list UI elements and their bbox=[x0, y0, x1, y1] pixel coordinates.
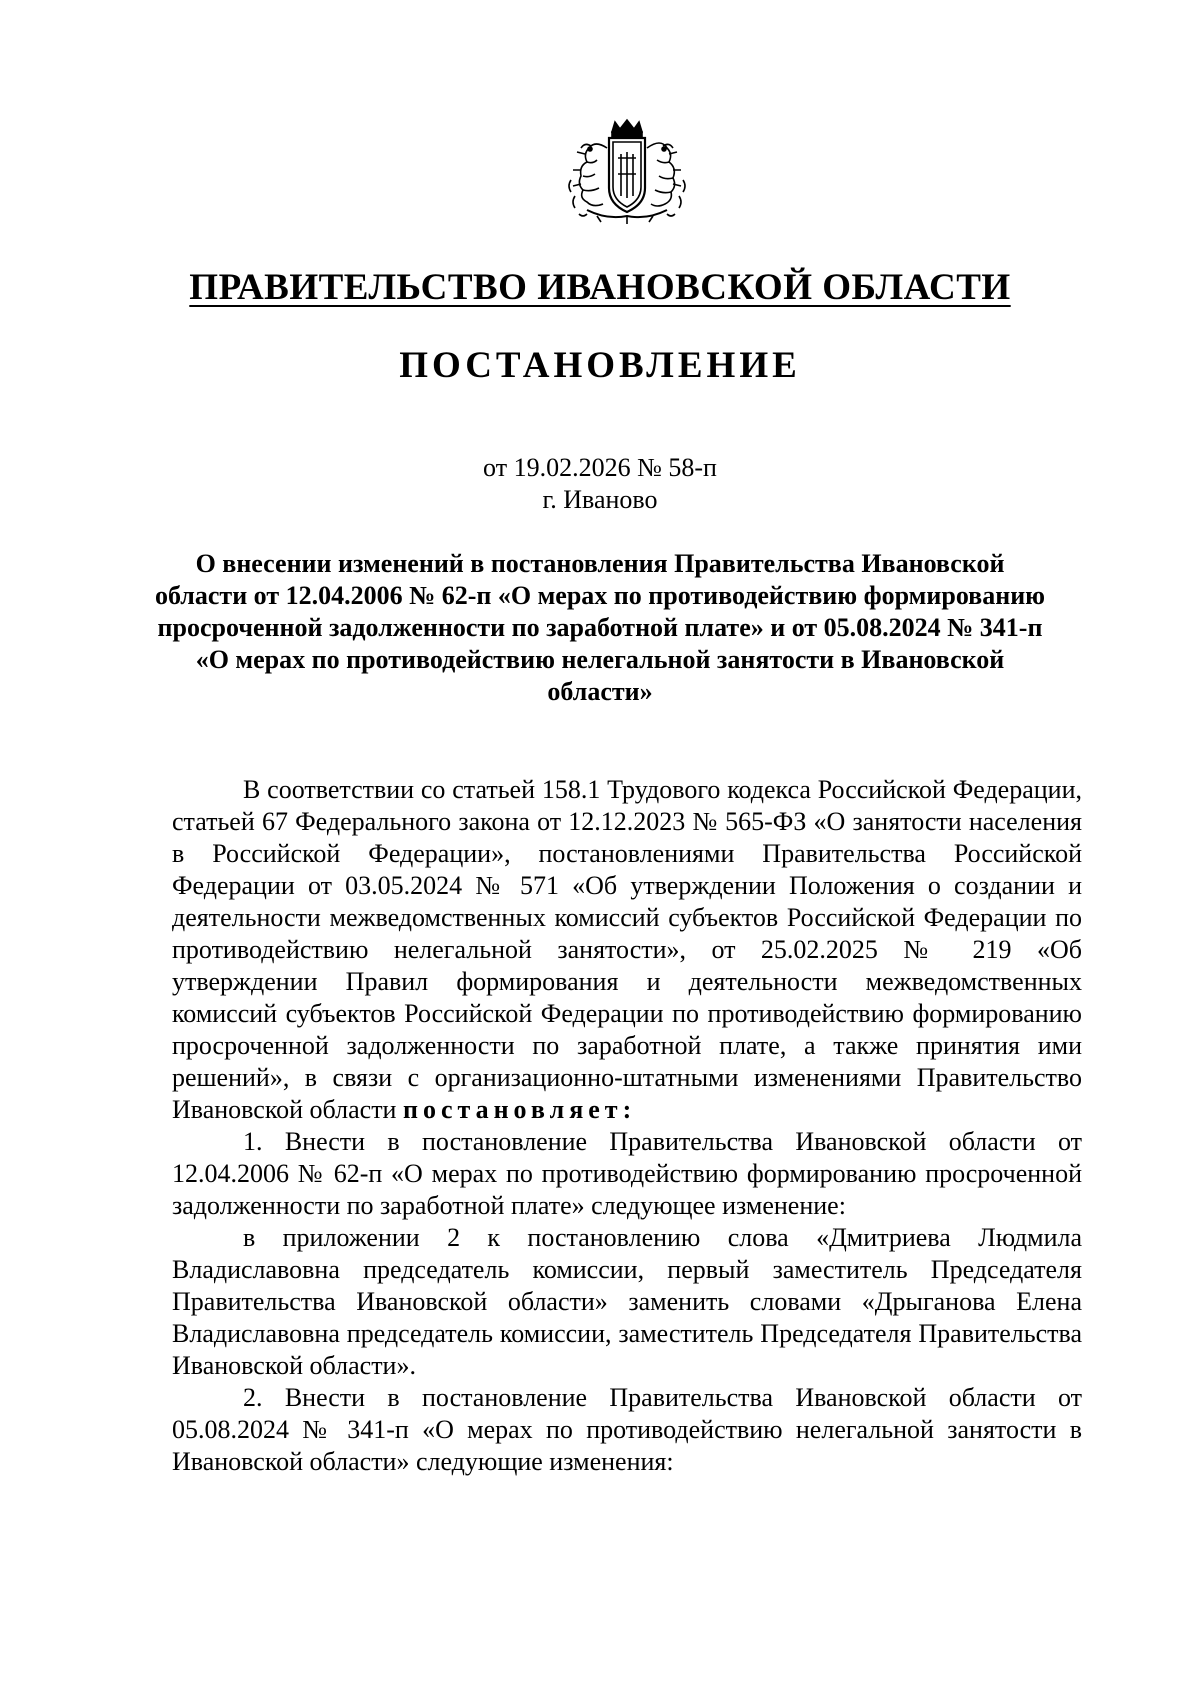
document-subject: О внесении изменений в постановления Правительства Ивановской области от 12.04.2006 № 62-п «О мерах по противодействию формированию просроченной задолженности по заработной плате» и от 05.08.2024 № 341-п «О мерах по противодействию нелегальной занятости в Ивановской области» bbox=[154, 549, 1046, 706]
document-type-heading: ПОСТАНОВЛЕНИЕ bbox=[399, 345, 801, 386]
document-meta bbox=[0, 452, 1200, 516]
organization-title-text: ПРАВИТЕЛЬСТВО ИВАНОВСКОЙ ОБЛАСТИ bbox=[189, 267, 1011, 308]
city-line: г. Иваново bbox=[542, 485, 658, 514]
preamble-text: В соответствии со статьей 158.1 Трудового кодекса Российской Федерации, статьей 67 Федерального закона от 12.12.2023 № 565-ФЗ «О занятости населения в Российской Федерации», постановлениями Правительства Российской Федерации от 03.05.2024 № 571 «Об утверждении Положения о создании и деятельности межведомственных комиссий субъектов Российской Федерации по противодействию нелегальной занятости», от 25.02.2025 № 219 «Об утверждении Правил формирования и деятельности межведомственных комиссий субъектов Российской Федерации по противодействию формированию просроченной задолженности по заработной плате, а также принятия ими решений», в связи с организационно-штатными изменениями Правительство Ивановской области bbox=[172, 775, 1082, 1124]
decree-word: постановляет: bbox=[402, 1095, 637, 1124]
item-1-paragraph: 1. Внести в постановление Правительства Ивановской области от 12.04.2006 № 62-п «О мерах по противодействию формированию просроченной задолженности по заработной плате» следующее изменение: bbox=[172, 1127, 1082, 1220]
organization-title bbox=[0, 266, 1200, 310]
coat-of-arms-icon bbox=[557, 118, 697, 226]
date-number-line: от 19.02.2026 № 58-п bbox=[483, 453, 717, 482]
item-1-text-paragraph: в приложении 2 к постановлению слова «Дмитриева Людмила Владиславовна председатель комиссии, первый заместитель Председателя Правительства Ивановской области» заменить словами «Дрыганова Елена Владиславовна председатель комиссии, заместитель Председателя Правительства Ивановской области». bbox=[172, 1223, 1082, 1380]
preamble-paragraph bbox=[172, 774, 1082, 1126]
item-2-paragraph: 2. Внести в постановление Правительства Ивановской области от 05.08.2024 № 341-п «О мерах по противодействию нелегальной занятости в Ивановской области» следующие изменения: bbox=[172, 1383, 1082, 1476]
document-body bbox=[172, 774, 1082, 1478]
